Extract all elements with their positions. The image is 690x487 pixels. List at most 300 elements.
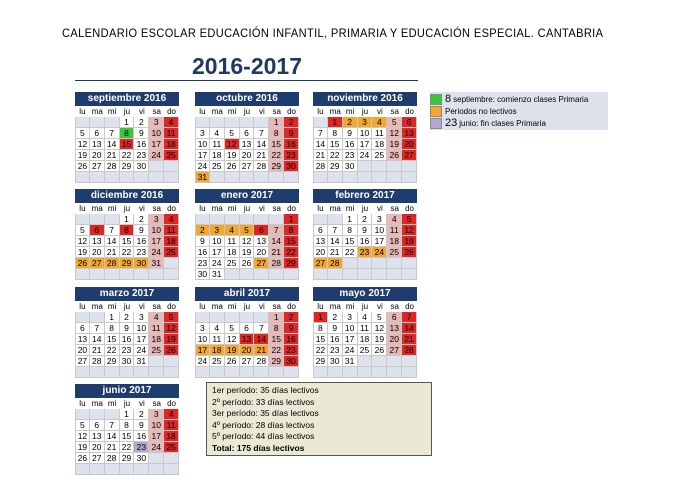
week-row — [313, 334, 417, 345]
day-cell: 4 — [387, 214, 402, 225]
weekday-label: ma — [91, 302, 103, 311]
day-cell — [254, 214, 269, 225]
day-cell: 28 — [105, 258, 120, 269]
day-cell: 2 — [195, 225, 210, 236]
day-cell — [254, 269, 269, 280]
day-cell: 29 — [120, 161, 135, 172]
day-cell: 6 — [240, 323, 255, 334]
day-cell: 26 — [75, 453, 90, 464]
day-cell: 27 — [240, 356, 255, 367]
day-cell: 9 — [358, 225, 373, 236]
day-cell: 31 — [134, 356, 149, 367]
day-cell — [402, 269, 417, 280]
day-cell: 15 — [269, 139, 284, 150]
day-cell: 14 — [90, 334, 105, 345]
weekday-label: ju — [120, 203, 135, 214]
total-line: Total: 175 días lectivos — [212, 442, 305, 453]
day-cell — [387, 172, 402, 183]
weekday-label: ju — [358, 203, 373, 214]
day-cell — [343, 367, 358, 378]
day-cell: 8 — [120, 420, 135, 431]
week-row — [313, 225, 417, 236]
day-cell: 31 — [195, 172, 210, 183]
weekday-label: lu — [75, 301, 90, 312]
day-cell: 16 — [284, 334, 299, 345]
day-cell: 5 — [387, 117, 402, 128]
day-cell: 18 — [164, 431, 179, 442]
day-cell — [240, 117, 255, 128]
week-row — [195, 161, 299, 172]
weekday-label: do — [402, 106, 417, 117]
week-row — [195, 117, 299, 128]
legend-swatch — [430, 106, 442, 117]
day-cell: 14 — [254, 139, 269, 150]
week-row — [75, 367, 179, 378]
day-cell: 21 — [328, 247, 343, 258]
month-5 — [195, 189, 299, 280]
day-cell: 25 — [164, 442, 179, 453]
day-cell: 30 — [328, 356, 343, 367]
day-cell: 20 — [240, 345, 255, 356]
day-cell: 17 — [195, 150, 210, 161]
day-cell — [90, 269, 105, 280]
day-cell: 11 — [225, 236, 240, 247]
day-cell — [313, 214, 328, 225]
day-cell: 22 — [343, 247, 358, 258]
weekday-label: ju — [120, 301, 135, 312]
day-cell: 3 — [358, 117, 373, 128]
legend-day: 8 — [445, 93, 452, 105]
day-cell: 3 — [372, 214, 387, 225]
day-cell: 17 — [343, 334, 358, 345]
weekday-label: do — [164, 106, 179, 117]
day-cell: 21 — [254, 345, 269, 356]
day-cell: 24 — [195, 356, 210, 367]
month-7 — [75, 287, 179, 378]
day-cell: 4 — [210, 323, 225, 334]
day-cell — [195, 214, 210, 225]
week-row — [75, 172, 179, 183]
day-cell: 20 — [402, 139, 417, 150]
period-3-line: 3er período: 35 días lectivos — [212, 408, 319, 418]
day-cell: 26 — [75, 258, 90, 269]
day-cell: 29 — [269, 356, 284, 367]
day-cell: 23 — [284, 345, 299, 356]
day-cell — [75, 117, 90, 128]
day-cell — [343, 258, 358, 269]
day-cell — [134, 172, 149, 183]
day-cell: 8 — [105, 323, 120, 334]
weekday-label: do — [164, 203, 179, 214]
day-cell: 16 — [343, 139, 358, 150]
legend-text: junio: fin clases Primaria — [459, 118, 546, 128]
legend-swatch — [430, 94, 442, 105]
day-cell: 23 — [134, 247, 149, 258]
weekday-header-row — [75, 203, 179, 214]
day-cell — [75, 269, 90, 280]
day-cell: 13 — [313, 236, 328, 247]
week-row — [75, 161, 179, 172]
day-cell — [269, 367, 284, 378]
day-cell: 3 — [195, 128, 210, 139]
weekday-label: sa — [269, 203, 284, 214]
week-row — [195, 312, 299, 323]
week-row — [75, 269, 179, 280]
day-cell: 29 — [120, 453, 135, 464]
weekday-label: mi — [343, 301, 358, 312]
day-cell: 24 — [195, 161, 210, 172]
day-cell: 25 — [358, 345, 373, 356]
day-cell — [105, 172, 120, 183]
day-cell: 13 — [240, 139, 255, 150]
day-cell: 10 — [149, 420, 164, 431]
day-cell — [402, 258, 417, 269]
day-cell — [210, 367, 225, 378]
day-cell: 15 — [120, 431, 135, 442]
weekday-label: mi — [343, 203, 358, 214]
day-cell: 18 — [164, 139, 179, 150]
periods-summary-box — [206, 382, 432, 456]
day-cell: 31 — [210, 269, 225, 280]
day-cell — [313, 117, 328, 128]
day-cell: 20 — [90, 442, 105, 453]
day-cell: 25 — [225, 258, 240, 269]
day-cell: 7 — [90, 323, 105, 334]
day-cell — [240, 269, 255, 280]
weekday-label: sa — [387, 203, 402, 214]
day-cell: 24 — [343, 345, 358, 356]
day-cell: 27 — [90, 453, 105, 464]
month-title: junio 2017 — [75, 384, 179, 398]
day-cell — [240, 367, 255, 378]
day-cell: 7 — [328, 225, 343, 236]
week-row — [195, 367, 299, 378]
day-cell: 28 — [90, 356, 105, 367]
weekday-label: ma — [91, 107, 103, 116]
day-cell: 20 — [254, 247, 269, 258]
day-cell — [120, 269, 135, 280]
week-row — [195, 345, 299, 356]
day-cell: 8 — [328, 128, 343, 139]
day-cell: 13 — [90, 139, 105, 150]
day-cell — [313, 367, 328, 378]
legend-item-end — [430, 117, 608, 129]
month-1 — [75, 92, 179, 183]
day-cell: 25 — [164, 247, 179, 258]
day-cell: 27 — [75, 356, 90, 367]
day-cell: 27 — [387, 345, 402, 356]
day-cell: 9 — [195, 236, 210, 247]
day-cell — [164, 172, 179, 183]
day-cell — [254, 367, 269, 378]
week-row — [195, 247, 299, 258]
day-cell: 16 — [134, 431, 149, 442]
day-cell: 19 — [75, 247, 90, 258]
day-cell: 9 — [328, 323, 343, 334]
week-row — [313, 236, 417, 247]
day-cell — [149, 172, 164, 183]
day-cell: 9 — [134, 225, 149, 236]
weekday-header-row — [313, 106, 417, 117]
weekday-label: vi — [254, 203, 269, 214]
weekday-label: ju — [240, 301, 255, 312]
day-cell: 15 — [120, 139, 135, 150]
day-cell: 29 — [105, 356, 120, 367]
day-cell: 23 — [343, 150, 358, 161]
weekday-label: lu — [75, 398, 90, 409]
day-cell — [75, 464, 90, 475]
day-cell: 8 — [120, 225, 135, 236]
day-cell: 23 — [134, 150, 149, 161]
day-cell: 20 — [313, 247, 328, 258]
day-cell: 15 — [105, 334, 120, 345]
day-cell — [328, 269, 343, 280]
day-cell: 7 — [269, 225, 284, 236]
day-cell: 24 — [134, 345, 149, 356]
day-cell: 17 — [149, 431, 164, 442]
day-cell: 26 — [75, 161, 90, 172]
day-cell: 4 — [372, 117, 387, 128]
day-cell: 16 — [284, 139, 299, 150]
day-cell — [149, 356, 164, 367]
week-row — [75, 128, 179, 139]
day-cell: 26 — [402, 247, 417, 258]
day-cell: 30 — [134, 161, 149, 172]
day-cell: 10 — [195, 334, 210, 345]
day-cell — [149, 464, 164, 475]
week-row — [313, 269, 417, 280]
day-cell — [75, 172, 90, 183]
day-cell: 22 — [120, 247, 135, 258]
day-cell — [105, 117, 120, 128]
week-row — [75, 258, 179, 269]
weekday-label: do — [402, 301, 417, 312]
day-cell — [105, 269, 120, 280]
day-cell: 2 — [134, 409, 149, 420]
weekday-label: lu — [195, 203, 210, 214]
weekday-header-row — [75, 301, 179, 312]
legend-item-non-teaching — [430, 105, 608, 117]
day-cell: 7 — [105, 420, 120, 431]
day-cell: 16 — [328, 334, 343, 345]
period-5-line: 5º período: 44 días lectivos — [212, 431, 315, 441]
legend-text: Periodos no lectivos — [445, 106, 517, 116]
day-cell: 18 — [225, 247, 240, 258]
day-cell: 14 — [269, 236, 284, 247]
week-row — [75, 464, 179, 475]
week-row — [195, 139, 299, 150]
day-cell: 14 — [254, 334, 269, 345]
weekday-label: do — [164, 398, 179, 409]
week-row — [313, 247, 417, 258]
day-cell: 11 — [210, 139, 225, 150]
day-cell — [164, 269, 179, 280]
day-cell: 5 — [225, 323, 240, 334]
week-row — [195, 172, 299, 183]
day-cell — [358, 161, 373, 172]
day-cell: 19 — [225, 150, 240, 161]
day-cell — [134, 269, 149, 280]
week-row — [313, 367, 417, 378]
day-cell: 21 — [402, 334, 417, 345]
day-cell: 20 — [240, 150, 255, 161]
week-row — [313, 214, 417, 225]
day-cell: 25 — [164, 150, 179, 161]
day-cell — [149, 367, 164, 378]
day-cell — [164, 367, 179, 378]
day-cell — [358, 172, 373, 183]
day-cell: 3 — [149, 214, 164, 225]
weekday-header-row — [195, 106, 299, 117]
day-cell: 6 — [313, 225, 328, 236]
week-row — [195, 258, 299, 269]
week-row — [75, 356, 179, 367]
month-3 — [313, 92, 417, 183]
week-row — [75, 345, 179, 356]
week-row — [195, 236, 299, 247]
day-cell: 30 — [120, 356, 135, 367]
day-cell — [254, 117, 269, 128]
day-cell: 28 — [328, 258, 343, 269]
day-cell: 5 — [75, 420, 90, 431]
day-cell: 12 — [387, 128, 402, 139]
day-cell: 11 — [387, 225, 402, 236]
weekday-label: ju — [240, 106, 255, 117]
day-cell: 5 — [240, 225, 255, 236]
day-cell: 4 — [164, 214, 179, 225]
day-cell: 26 — [164, 345, 179, 356]
day-cell — [105, 214, 120, 225]
day-cell: 27 — [254, 258, 269, 269]
day-cell — [210, 214, 225, 225]
day-cell: 7 — [254, 128, 269, 139]
day-cell: 10 — [343, 323, 358, 334]
month-title: diciembre 2016 — [75, 189, 179, 203]
day-cell — [269, 172, 284, 183]
day-cell — [225, 214, 240, 225]
day-cell: 13 — [75, 334, 90, 345]
weekday-label: sa — [149, 203, 164, 214]
week-row — [313, 258, 417, 269]
day-cell — [90, 312, 105, 323]
day-cell: 29 — [328, 161, 343, 172]
day-cell — [90, 172, 105, 183]
day-cell: 19 — [372, 334, 387, 345]
day-cell: 27 — [313, 258, 328, 269]
day-cell: 16 — [120, 334, 135, 345]
day-cell: 9 — [134, 420, 149, 431]
period-1-line: 1er período: 35 días lectivos — [212, 385, 319, 395]
day-cell: 3 — [210, 225, 225, 236]
day-cell: 7 — [254, 323, 269, 334]
day-cell — [387, 161, 402, 172]
day-cell: 18 — [372, 139, 387, 150]
school-year-heading: 2016-2017 — [192, 53, 302, 79]
day-cell: 18 — [387, 236, 402, 247]
day-cell: 12 — [240, 236, 255, 247]
legend-day: 23 — [445, 117, 458, 129]
day-cell: 1 — [105, 312, 120, 323]
day-cell: 6 — [75, 323, 90, 334]
day-cell — [402, 356, 417, 367]
weekday-label: ma — [329, 107, 341, 116]
day-cell: 1 — [328, 117, 343, 128]
day-cell: 6 — [90, 128, 105, 139]
weekday-header-row — [313, 203, 417, 214]
week-row — [195, 128, 299, 139]
day-cell: 19 — [225, 345, 240, 356]
day-cell: 7 — [402, 312, 417, 323]
day-cell — [372, 356, 387, 367]
weekday-label: sa — [269, 106, 284, 117]
day-cell: 6 — [387, 312, 402, 323]
day-cell: 23 — [120, 345, 135, 356]
weekday-label: ju — [240, 203, 255, 214]
weekday-label: mi — [225, 106, 240, 117]
day-cell: 1 — [269, 117, 284, 128]
day-cell: 15 — [328, 139, 343, 150]
week-row — [313, 356, 417, 367]
day-cell: 11 — [149, 323, 164, 334]
day-cell: 18 — [164, 236, 179, 247]
week-row — [75, 312, 179, 323]
day-cell — [225, 312, 240, 323]
day-cell: 13 — [240, 334, 255, 345]
day-cell: 21 — [313, 150, 328, 161]
day-cell — [284, 269, 299, 280]
day-cell: 26 — [225, 161, 240, 172]
day-cell: 19 — [387, 139, 402, 150]
day-cell — [387, 258, 402, 269]
month-4 — [75, 189, 179, 280]
day-cell: 20 — [387, 334, 402, 345]
weekday-label: ma — [91, 204, 103, 213]
day-cell: 22 — [328, 150, 343, 161]
day-cell — [358, 258, 373, 269]
day-cell: 23 — [358, 247, 373, 258]
day-cell: 13 — [387, 323, 402, 334]
day-cell: 5 — [75, 225, 90, 236]
day-cell — [149, 161, 164, 172]
month-title: septiembre 2016 — [75, 92, 179, 106]
day-cell: 14 — [402, 323, 417, 334]
weekday-label: sa — [387, 301, 402, 312]
day-cell — [269, 269, 284, 280]
day-cell: 20 — [90, 247, 105, 258]
day-cell: 15 — [284, 236, 299, 247]
day-cell: 13 — [254, 236, 269, 247]
day-cell: 1 — [313, 312, 328, 323]
day-cell: 3 — [149, 117, 164, 128]
day-cell — [164, 161, 179, 172]
day-cell: 2 — [120, 312, 135, 323]
day-cell: 9 — [284, 323, 299, 334]
day-cell: 28 — [269, 258, 284, 269]
day-cell: 28 — [254, 356, 269, 367]
weekday-label: sa — [269, 301, 284, 312]
day-cell: 3 — [149, 409, 164, 420]
week-row — [75, 236, 179, 247]
day-cell: 21 — [105, 150, 120, 161]
week-row — [313, 139, 417, 150]
week-row — [75, 334, 179, 345]
day-cell: 11 — [372, 128, 387, 139]
day-cell — [90, 214, 105, 225]
weekday-label: lu — [313, 106, 328, 117]
day-cell: 27 — [402, 150, 417, 161]
day-cell: 24 — [210, 258, 225, 269]
week-row — [75, 453, 179, 464]
